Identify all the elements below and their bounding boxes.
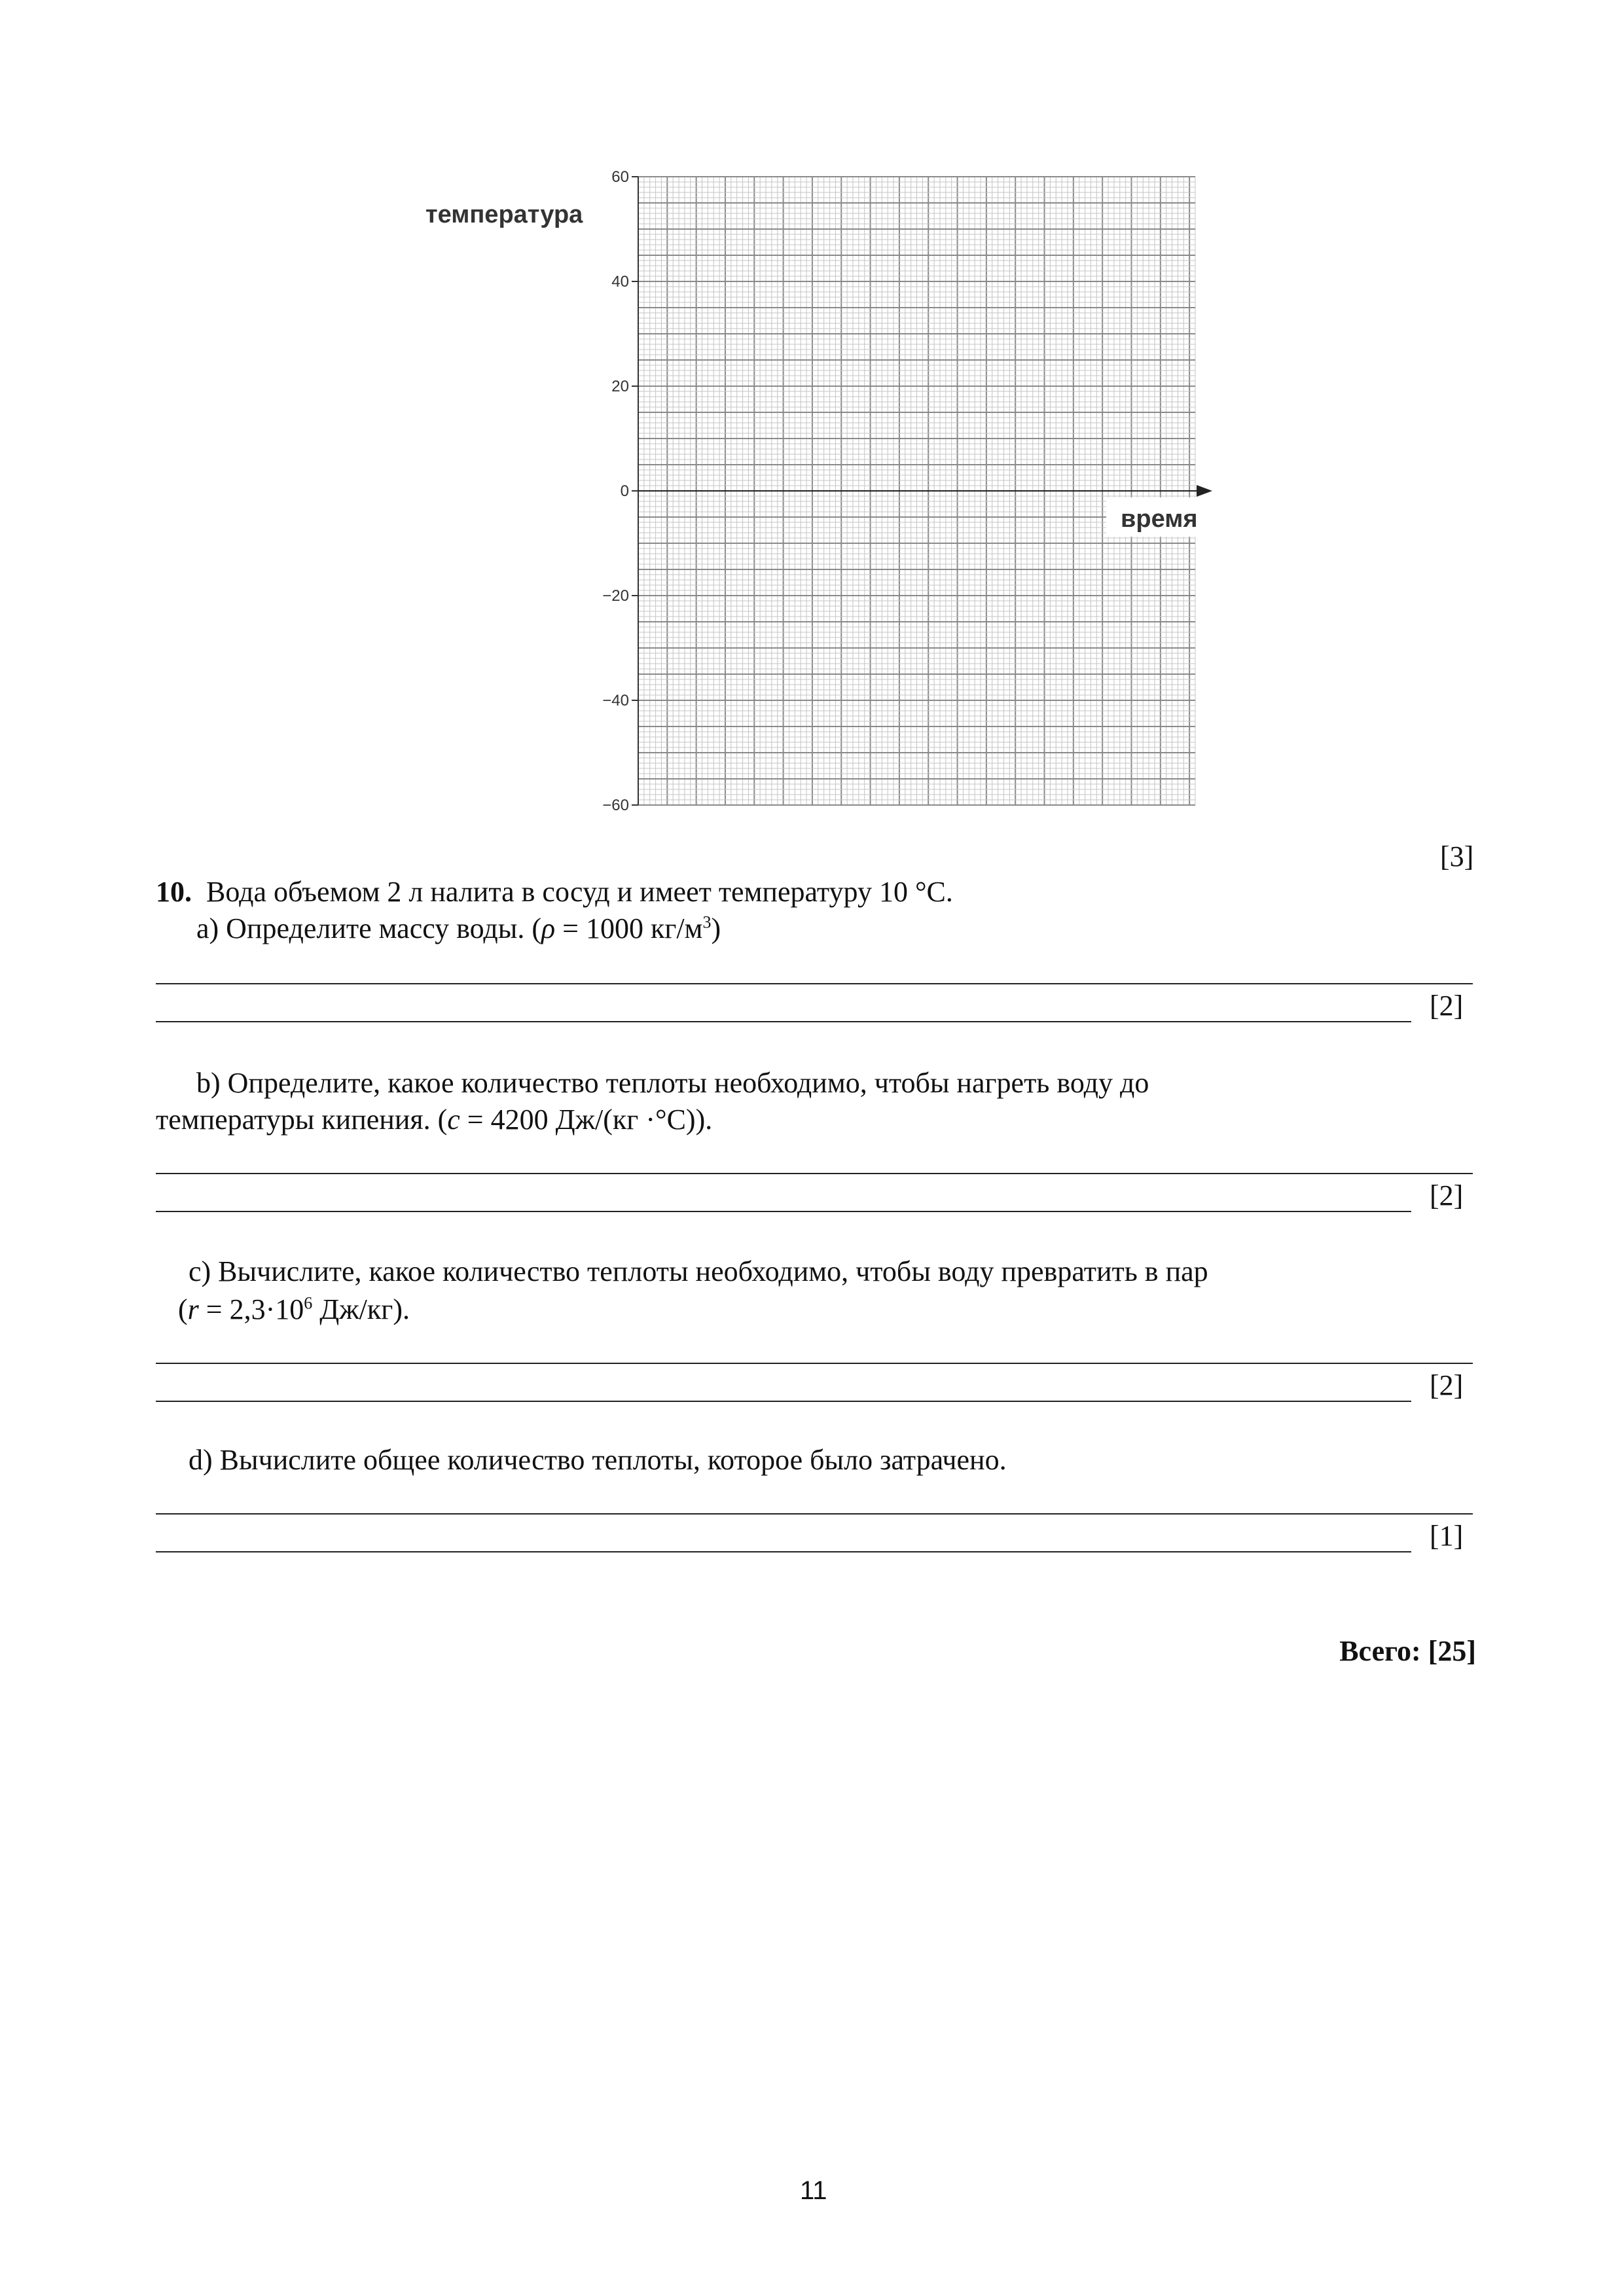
q10b-post: = 4200 Дж/(кг ·°C)).: [460, 1103, 713, 1136]
q10a-rho: ρ: [541, 912, 556, 944]
q10c-mid: = 2,3·10: [198, 1293, 304, 1325]
answer-line[interactable]: [156, 1363, 1473, 1364]
y-axis-ticks: [602, 168, 638, 814]
q10a-prompt: [196, 911, 721, 946]
q10d-marks: [1]: [1430, 1520, 1464, 1552]
q9-marks: [3]: [1440, 840, 1474, 872]
q10a-close: ): [711, 912, 721, 944]
y-tick-label: −60: [602, 797, 629, 814]
q10b-line1: b) Определите, какое количество теплоты необходимо, чтобы нагреть воду до: [196, 1067, 1149, 1099]
q10b-marks: [2]: [1430, 1179, 1464, 1211]
total-score: Всего: [25]: [1339, 1635, 1476, 1667]
q10b-c: c: [447, 1103, 460, 1136]
y-tick-label: 40: [611, 273, 629, 291]
answer-line[interactable]: [156, 1211, 1411, 1212]
q10a-marks: [2]: [1430, 990, 1464, 1022]
q10c-line1: c) Вычислите, какое количество теплоты необходимо, чтобы воду превратить в пар: [189, 1255, 1208, 1287]
q10-stem: [156, 874, 953, 910]
answer-line[interactable]: [156, 1173, 1473, 1174]
y-axis-label: температура: [425, 201, 583, 228]
page-number: 11: [800, 2176, 827, 2205]
q10c-pre: (: [178, 1293, 188, 1325]
q10-number: 10.: [156, 876, 192, 908]
y-tick-label: 60: [611, 168, 629, 186]
q10a-eq: = 1000 кг/м: [555, 912, 703, 944]
q10d-text: d) Вычислите общее количество теплоты, которое было затрачено.: [189, 1444, 1007, 1476]
q10c-r: r: [187, 1293, 199, 1325]
answer-line[interactable]: [156, 1513, 1473, 1515]
x-axis-arrow: [1197, 485, 1212, 497]
y-tick-label: −20: [602, 587, 629, 605]
q10b-pre: температуры кипения. (: [156, 1103, 448, 1136]
graph-svg: [393, 164, 1218, 818]
q10-stem-text: Вода объемом 2 л налита в сосуд и имеет температуру 10 °C.: [206, 876, 953, 908]
q10b-line2: [156, 1102, 712, 1138]
y-tick-label: 0: [620, 482, 629, 500]
answer-line[interactable]: [156, 983, 1473, 984]
x-axis-label: время: [1121, 505, 1198, 533]
y-tick-label: −40: [602, 692, 629, 709]
q10c-line2: [178, 1292, 410, 1327]
q10c-post: Дж/кг).: [312, 1293, 410, 1325]
q10a-sup: 3: [702, 912, 712, 932]
answer-line[interactable]: [156, 1551, 1411, 1552]
q10c-marks: [2]: [1430, 1369, 1464, 1401]
q10c-sup: 6: [304, 1293, 313, 1313]
answer-line[interactable]: [156, 1401, 1411, 1402]
temperature-time-graph: [393, 164, 1218, 818]
q10a-text: a) Определите массу воды. (: [196, 912, 541, 944]
y-tick-label: 20: [611, 378, 629, 395]
answer-line[interactable]: [156, 1021, 1411, 1022]
